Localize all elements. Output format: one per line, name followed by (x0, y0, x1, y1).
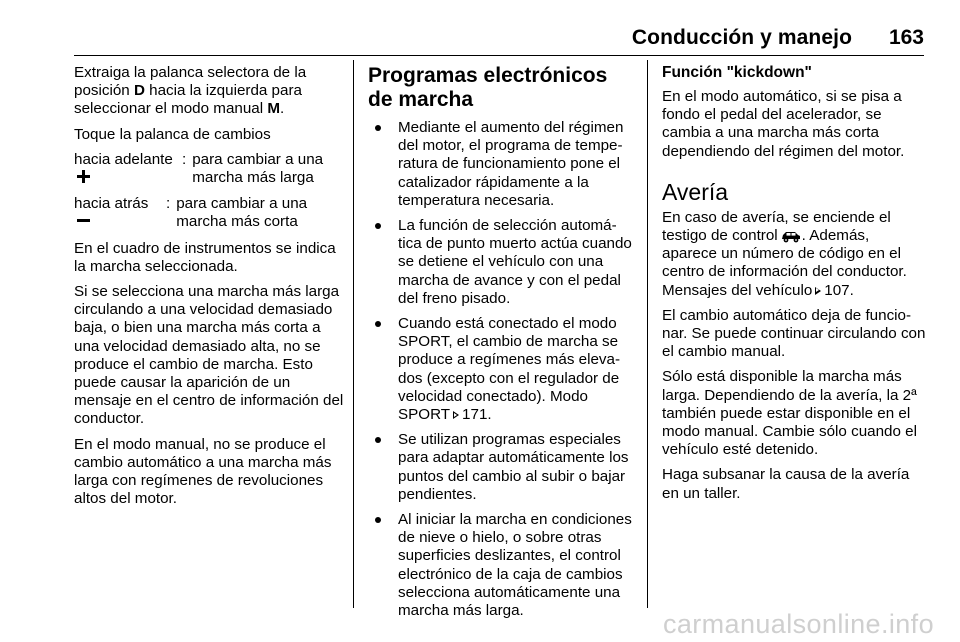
paragraph-select-manual: Extraiga la palanca selectora de la posición D hacia la izquierda para seleccionar el modo manual M. (74, 64, 307, 118)
paragraph-fault-warning: En caso de avería, se enciende el testigo de control . Además, aparece un número de código en el centro de información del conductor. Mensajes del vehículo 107. (662, 208, 907, 299)
option-backward-label: hacia atrás (74, 195, 158, 231)
option-backward: hacia atrás : para cambiar a una marcha más corta (74, 195, 344, 231)
paragraph-kickdown: En el modo automático, si se pisa a fondo el pedal del acelerador, se cambia a una marcha más corta dependiendo del régimen del motor. (662, 88, 905, 160)
section-heading-kickdown: Función "kickdown" (662, 64, 812, 81)
option-forward-label: hacia adelante (74, 151, 174, 187)
page-number: 163 (888, 26, 924, 49)
option-forward: hacia adelante : para cambiar a una marcha más larga (74, 151, 344, 187)
paragraph-fault-manual: El cambio automático deja de funcionar. Se puede continuar circulando con el cambio manual. (662, 306, 926, 361)
page-reference[interactable]: 171. (462, 406, 492, 424)
list-item: Cuando está conectado el modo SPORT, el cambio de marcha se produce a regímenes más elevados (excepto con el regulador de velocidad conectado). Modo SPORT 171. (368, 315, 634, 424)
bullet-icon (375, 517, 381, 523)
paragraph-fault-workshop: Haga subsanar la causa de la avería en un taller. (662, 466, 910, 502)
section-heading-fault: Avería (662, 178, 729, 205)
column-electronic-programs (368, 64, 634, 627)
bullet-icon (375, 437, 381, 443)
list-item: Al iniciar la marcha en condiciones de nieve o hielo, o sobre otras superficies deslizantes, el control electrónico de la caja de cambios selecciona automáticamente una marcha más larga. (368, 511, 634, 620)
bullet-icon (375, 321, 381, 327)
option-backward-desc: para cambiar a una marcha más corta (176, 195, 308, 231)
paragraph-gear-indicator: En el cuadro de instrumentos se indica la marcha seleccionada. (74, 239, 336, 275)
watermark: carmanualsonline.info (662, 609, 934, 639)
position-d: D (133, 82, 145, 100)
column-divider-right (647, 60, 648, 608)
position-m: M (267, 100, 280, 118)
paragraph-touch-lever: Toque la palanca de cambios (74, 125, 271, 143)
bullet-icon (375, 125, 381, 131)
column-kickdown-fault (662, 64, 926, 510)
paragraph-manual-no-upshift: En el modo manual, no se produce el cambio automático a una marcha más larga con regímenes de revoluciones altos del motor. (74, 435, 332, 508)
program-list (368, 119, 634, 620)
section-heading-programs: Programas electrónicos de marcha (368, 64, 608, 111)
chapter-title: Conducción y manejo (631, 26, 852, 49)
car-warning-icon (780, 230, 802, 243)
paragraph-gear-change-limit: Si se selecciona una marcha más larga circulando a una velocidad demasiado baja, o bien una marcha más corta a una velocidad demasiado alta, no se produce el cambio de marcha. Esto puede causar la aparición de un mensaje en el centro de información del conductor. (74, 283, 344, 428)
minus-icon (77, 214, 90, 227)
page-reference-icon (453, 411, 459, 419)
list-item: Se utilizan programas especiales para adaptar automáticamente los puntos del cambio al subir o bajar pendientes. (368, 431, 634, 504)
bullet-icon (375, 223, 381, 229)
list-item: Mediante el aumento del régimen del motor, el programa de temperatura de funcionamiento pone el catalizador rápidamente a la temperatura necesaria. (368, 119, 634, 210)
page-reference[interactable]: 107. (824, 281, 854, 299)
paragraph-fault-gears: Sólo está disponible la marcha más larga. Dependiendo de la avería, la 2ª también puede estar disponible en el modo manual. Cambie sólo cuando el vehículo esté detenido. (662, 368, 917, 459)
list-item: La función de selección automática de punto muerto actúa cuando se detiene el vehículo con una marcha de avance y con el pedal del freno pisado. (368, 217, 634, 308)
column-divider-left (353, 60, 354, 608)
header-rule (74, 55, 924, 56)
column-manual-mode (74, 64, 344, 515)
plus-icon (77, 170, 90, 183)
option-forward-desc: para cambiar a una marcha más larga (192, 150, 324, 187)
page-reference-icon (815, 287, 821, 295)
page-header (0, 0, 960, 56)
